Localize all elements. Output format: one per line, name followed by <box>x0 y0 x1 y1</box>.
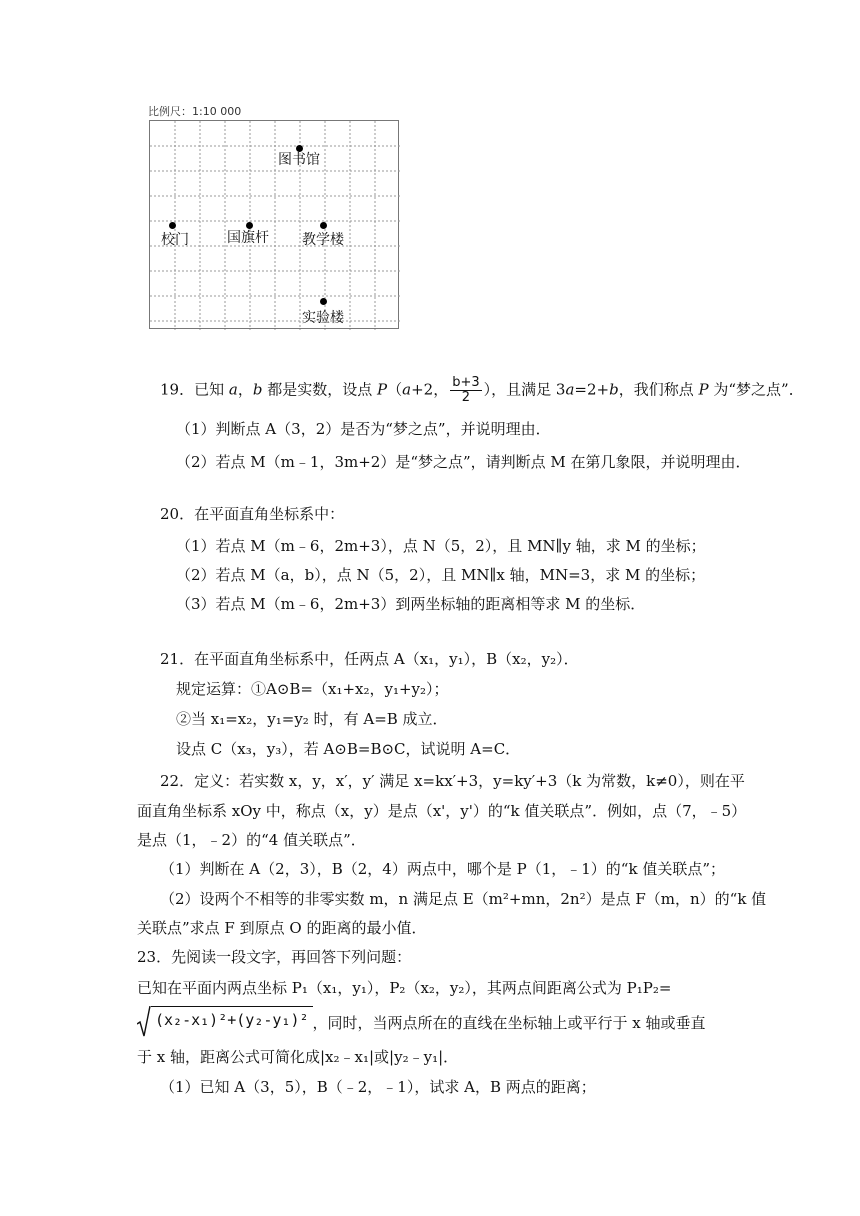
var-a3: a <box>565 380 575 399</box>
var-a: a <box>228 380 238 399</box>
q19-text-g: =2+ <box>574 380 610 399</box>
place-lab-building: 实验楼 <box>302 310 344 326</box>
q19-text-c: 都是实数，设点 <box>267 380 373 399</box>
q19-text-i: 为“梦之点”． <box>713 380 804 399</box>
place-school-gate: 校门 <box>161 232 189 248</box>
place-teaching-building: 教学楼 <box>302 232 344 248</box>
map-grid <box>150 121 400 330</box>
q19-text-d: （ <box>387 380 403 399</box>
sqrt-icon <box>137 1006 151 1038</box>
q22-line-3: 是点（1，﹣2）的“4 值关联点”． <box>137 831 366 849</box>
q21-ask: 设点 C（x₃，y₃），若 A⊙B=B⊙C，试说明 A=C． <box>176 740 521 758</box>
q20-part-3: （3）若点 M（m﹣6，2m+3）到两坐标轴的距离相等求 M 的坐标． <box>176 595 646 613</box>
fraction-denominator: 2 <box>461 390 471 405</box>
q19-text-a: 已知 <box>194 380 225 399</box>
q20-part-2: （2）若点 M（a，b），点 N（5，2），且 MN∥x 轴，MN=3，求 M 的坐标； <box>176 566 706 584</box>
q23-stem: 23．先阅读一段文字，再回答下列问题： <box>137 948 412 966</box>
q23-line-3: 于 x 轴，距离公式可简化成|x₂﹣x₁|或|y₂﹣y₁|． <box>137 1048 459 1066</box>
q23-line-1: 已知在平面内两点坐标 P₁（x₁，y₁），P₂（x₂，y₂），其两点间距离公式为 P₁P₂= <box>137 979 672 997</box>
q21-rule-2: ②当 x₁=x₂，y₁=y₂ 时，有 A=B 成立． <box>176 710 448 728</box>
fraction-numerator: b+3 <box>452 375 480 390</box>
var-p: P <box>377 380 388 399</box>
campus-grid-map <box>149 120 399 329</box>
q19-stem <box>160 376 804 405</box>
var-b: b <box>252 380 263 399</box>
q22-line-2: 面直角坐标系 xOy 中，称点（x，y）是点（x'，y'）的“k 值关联点”．例如，点（7，﹣5） <box>137 802 747 820</box>
q20-stem: 20．在平面直角坐标系中： <box>160 505 345 523</box>
var-a2: a <box>402 380 412 399</box>
q19-number: 19． <box>160 380 195 399</box>
q22-part-2a: （2）设两个不相等的非零实数 m，n 满足点 E（m²+mn，2n²）是点 F（m，n）的“k 值 <box>160 890 767 908</box>
q22-line-1: 22．定义：若实数 x，y，x′，y′ 满足 x=kx′+3，y=ky′+3（k 为常数，k≠0），则在平 <box>160 772 745 790</box>
school-gate-marker <box>169 222 176 229</box>
q23-line-2: ，同时，当两点所在的直线在坐标轴上或平行于 x 轴或垂直 <box>312 1013 706 1032</box>
q19-text-e: +2， <box>411 380 449 399</box>
q23-part-1: （1）已知 A（3，5），B（﹣2，﹣1），试求 A，B 两点的距离； <box>160 1078 596 1096</box>
var-p2: P <box>698 380 709 399</box>
q21-stem: 21．在平面直角坐标系中，任两点 A（x₁，y₁），B（x₂，y₂）． <box>160 650 579 668</box>
q19-part-2: （2）若点 M（m﹣1，3m+2）是“梦之点”，请判断点 M 在第几象限，并说明理由． <box>176 453 751 471</box>
q19-text-h: ，我们称点 <box>618 380 694 399</box>
q23-formula-line <box>137 1006 706 1038</box>
map-scale-label: 比例尺：1:10 000 <box>148 105 242 118</box>
q19-fraction <box>450 376 481 405</box>
q19-text-b: ， <box>237 380 253 399</box>
teaching-building-marker <box>320 222 327 229</box>
q20-part-1: （1）若点 M（m﹣6，2m+3），点 N（5，2），且 MN∥y 轴，求 M 的坐标； <box>176 537 706 555</box>
q22-part-1: （1）判断在 A（2，3），B（2，4）两点中，哪个是 P（1，﹣1）的“k 值关联点”； <box>160 860 725 878</box>
q21-rule-1: 规定运算：①A⊙B=（x₁+x₂，y₁+y₂）； <box>176 680 449 698</box>
distance-formula <box>137 1006 313 1038</box>
lab-building-marker <box>320 298 327 305</box>
var-b2: b <box>609 380 619 399</box>
formula-radicand: (x₂-x₁)²+(y₂-y₁)² <box>151 1006 313 1038</box>
q19-text-f: ），且满足 3 <box>483 380 566 399</box>
q22-part-2b: 关联点”求点 F 到原点 O 的距离的最小值． <box>137 919 427 937</box>
place-library: 图书馆 <box>278 152 320 168</box>
q19-part-1: （1）判断点 A（3，2）是否为“梦之点”，并说明理由． <box>176 420 551 438</box>
place-flagpole: 国旗杆 <box>227 230 269 246</box>
